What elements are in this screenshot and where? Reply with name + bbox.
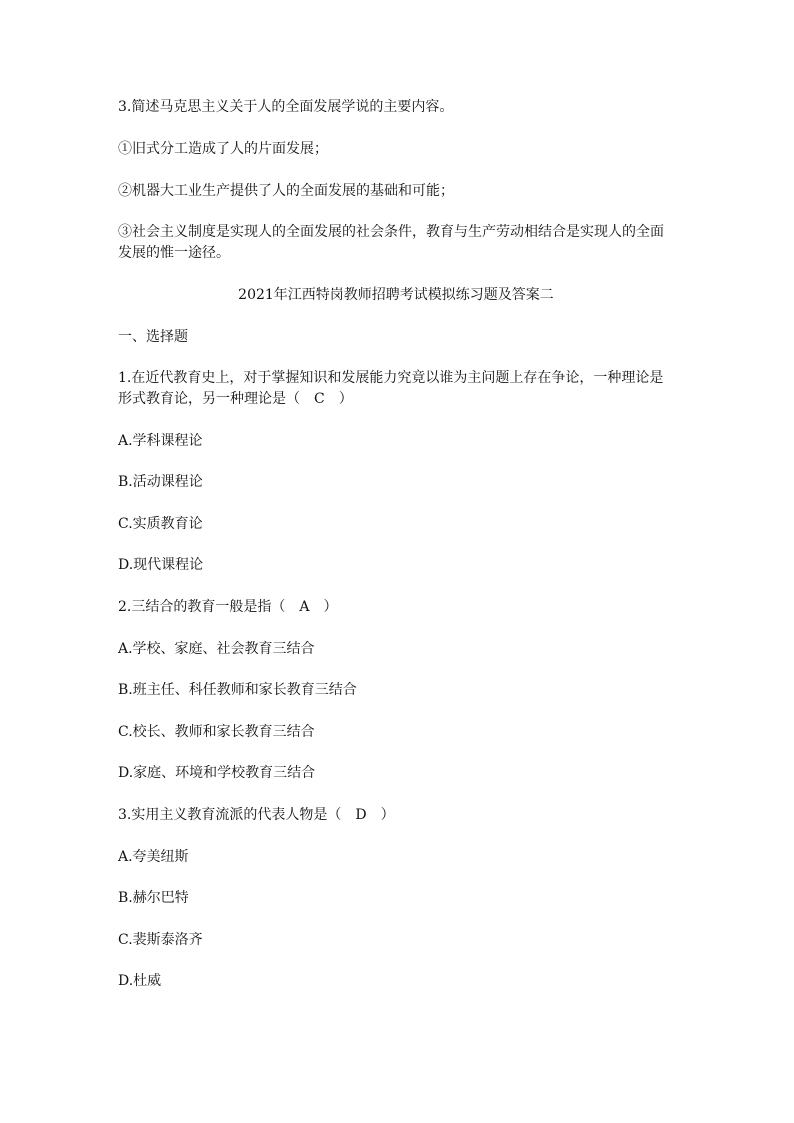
prev-question-point-3: ③社会主义制度是实现人的全面发展的社会条件，教育与生产劳动相结合是实现人的全面发展的惟一途径。 bbox=[118, 224, 664, 261]
question-2-option-d: D.家庭、环境和学校教育三结合 bbox=[118, 765, 316, 781]
question-1-option-d: D.现代课程论 bbox=[118, 557, 204, 573]
question-2-stem: 2.三结合的教育一般是指（ A ） bbox=[118, 599, 338, 615]
question-3-option-c: C.裴斯泰洛齐 bbox=[118, 932, 203, 948]
prev-question-title: 3.简述马克思主义关于人的全面发展学说的主要内容。 bbox=[118, 99, 454, 115]
question-3-option-d: D.杜威 bbox=[118, 973, 162, 989]
question-1-option-b: B.活动课程论 bbox=[118, 474, 203, 490]
question-2-option-b: B.班主任、科任教师和家长教育三结合 bbox=[118, 682, 357, 698]
question-1-option-a: A.学科课程论 bbox=[118, 433, 203, 449]
question-3-option-b: B.赫尔巴特 bbox=[118, 890, 189, 906]
section-title: 2021年江西特岗教师招聘考试模拟练习题及答案二 bbox=[238, 287, 554, 303]
part-heading: 一、选择题 bbox=[118, 329, 188, 345]
prev-question-point-2: ②机器大工业生产提供了人的全面发展的基础和可能； bbox=[118, 183, 454, 199]
question-2-option-c: C.校长、教师和家长教育三结合 bbox=[118, 724, 315, 740]
question-2-option-a: A.学校、家庭、社会教育三结合 bbox=[118, 641, 315, 657]
question-3-option-a: A.夸美纽斯 bbox=[118, 849, 189, 865]
prev-question-point-1: ①旧式分工造成了人的片面发展； bbox=[118, 141, 328, 157]
question-1-option-c: C.实质教育论 bbox=[118, 516, 203, 532]
question-1-stem: 1.在近代教育史上，对于掌握知识和发展能力究竟以谁为主问题上存在争论，一种理论是形式教育论，另一种理论是（ C ） bbox=[118, 370, 664, 407]
question-3-stem: 3.实用主义教育流派的代表人物是（ D ） bbox=[118, 807, 395, 823]
